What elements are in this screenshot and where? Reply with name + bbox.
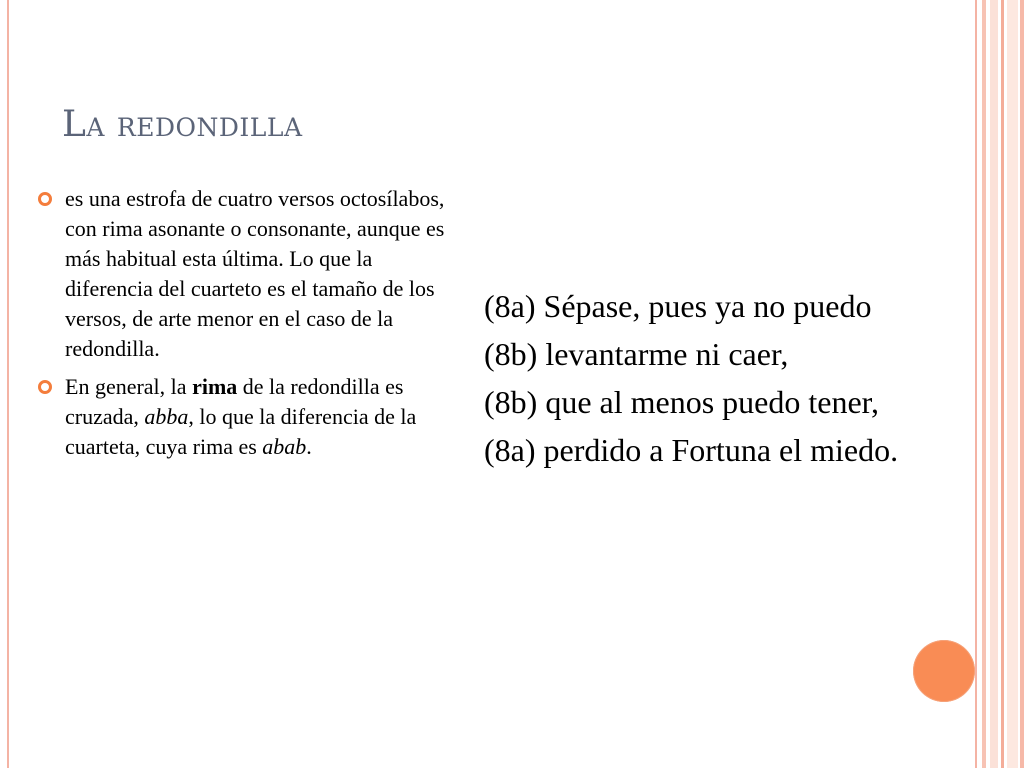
slide-title: La redondilla (62, 104, 303, 145)
bullet-text: es una estrofa de cuatro versos octosílabos, con rima asonante o consonante, aunque es más habitual esta última. Lo que la diferencia del cuarteto es el tamaño de los versos, de arte menor en el caso de la redondilla. (65, 186, 445, 361)
text-segment: . (306, 434, 312, 459)
stripe (1001, 0, 1004, 768)
verse-block (484, 282, 954, 474)
bullet-item (38, 184, 458, 364)
italic-term: abab (262, 434, 307, 459)
verse-line: (8b) levantarme ni caer, (484, 336, 789, 372)
circle-bullet-icon (38, 380, 52, 394)
verse-line: (8a) perdido a Fortuna el miedo. (484, 432, 899, 468)
bullet-text (65, 374, 416, 459)
stripe (1007, 0, 1018, 768)
bullet-item (38, 372, 458, 462)
decorative-circle (913, 640, 975, 702)
italic-term: abba (144, 404, 189, 429)
bullet-list (38, 184, 458, 470)
circle-bullet-icon (38, 192, 52, 206)
decorative-stripes (982, 0, 1024, 768)
stripe (1020, 0, 1024, 768)
verse-line: (8a) Sépase, pues ya no puedo (484, 288, 872, 324)
bold-term: rima (192, 374, 238, 399)
text-segment: de la redondilla es cruzada, (65, 374, 404, 429)
stripe (990, 0, 998, 768)
text-segment: En general, la (65, 374, 193, 399)
stripe (982, 0, 986, 768)
verse-line: (8b) que al menos puedo tener, (484, 384, 880, 420)
text-segment: , lo que la diferencia de la cuarteta, cuya rima es (65, 404, 417, 459)
